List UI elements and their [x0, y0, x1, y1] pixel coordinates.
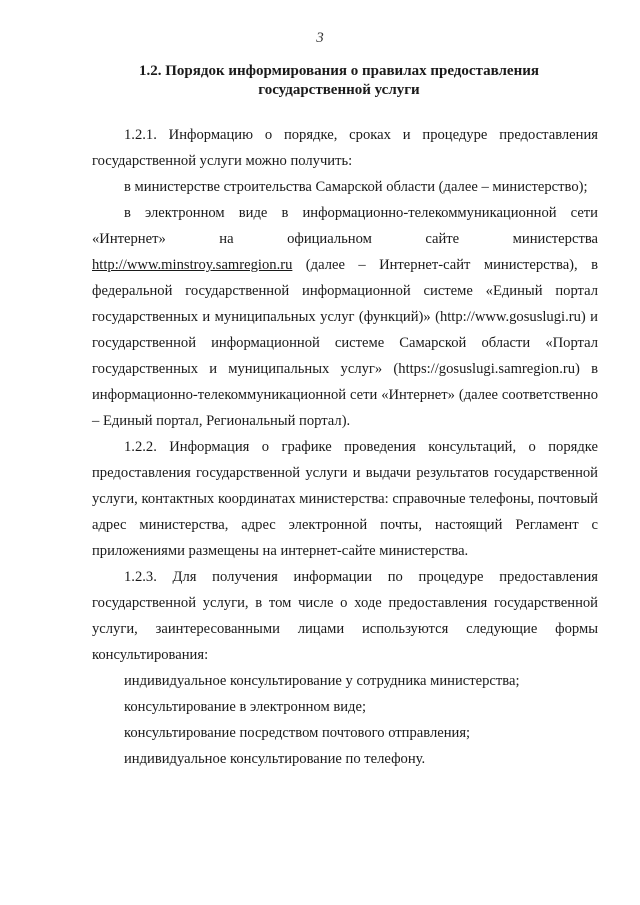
section-heading: [90, 62, 588, 100]
list-item: консультирование в электронном виде;: [124, 699, 367, 715]
paragraph-1-2-1: 1.2.1. Информацию о порядке, сроках и процедуре предоставления государственной услуги можно получить:: [92, 127, 598, 169]
page-number: 3: [316, 30, 324, 46]
paragraph-1-2-2: 1.2.2. Информация о графике проведения консультаций, о порядке предоставления государственной услуги и выдачи результатов государственной услуги, контактных координатах министерства: справочные телефоны, почтовый адрес министерства, адрес электронной почты, настоящий Регламент с приложениями размещены на интернет-сайте министерства.: [92, 439, 598, 559]
ministry-website-link[interactable]: http://www.minstroy.samregion.ru: [92, 257, 293, 273]
paragraph-electronic-text-end: (далее – Интернет-сайт министерства), в федеральной государственной информационной системе «Единый портал государственных и муниципальных услуг (функций)» (http://www.gosuslugi.ru) и государственной информационной системе Самарской области «Портал государственных и муниципальных услуг» (https://gosuslugi.samregion.ru) в информационно-телекоммуникационной сети «Интернет» (далее соответственно – Единый портал, Региональный портал).: [92, 257, 598, 429]
paragraph-electronic-text-start: в электронном виде в информационно-телекоммуникационной сети «Интернет» на официальном сайте министерства: [92, 205, 598, 247]
list-item: индивидуальное консультирование по телефону.: [124, 751, 426, 767]
section-heading-line-2: государственной услуги: [258, 82, 420, 98]
list-item: консультирование посредством почтового отправления;: [124, 725, 471, 741]
paragraph-electronic: [92, 200, 598, 434]
paragraph-ministry: в министерстве строительства Самарской области (далее – министерство);: [124, 179, 588, 195]
list-item: индивидуальное консультирование у сотрудника министерства;: [124, 673, 520, 689]
paragraph-1-2-3: 1.2.3. Для получения информации по процедуре предоставления государственной услуги, в том числе о ходе предоставления государственной услуги, заинтересованными лицами используются следующие формы консультирования:: [92, 569, 598, 663]
document-body: [92, 122, 598, 772]
section-heading-line-1: 1.2. Порядок информирования о правилах предоставления: [139, 63, 539, 79]
